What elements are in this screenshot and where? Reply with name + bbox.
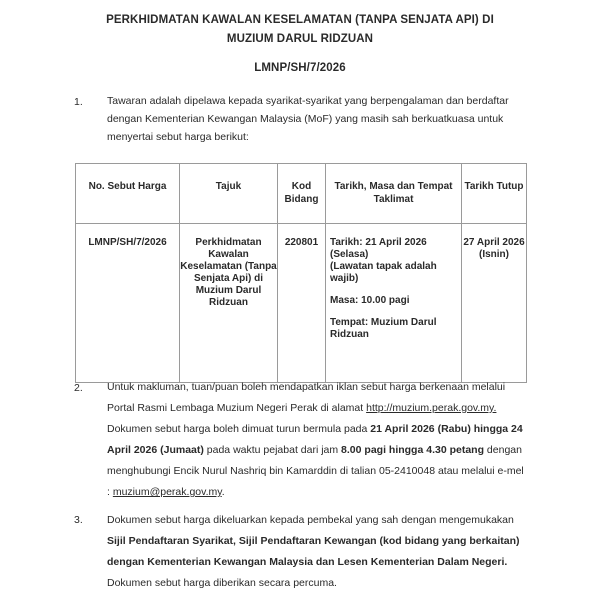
doc-title-line2: MUZIUM DARUL RIDZUAN	[226, 33, 374, 45]
para2-line: menghubungi Encik Nurul Nashriq bin Kamarddin di talian 05-2410048 atau melalui e-mel	[107, 465, 524, 477]
col-header-kod: Kod Bidang	[278, 164, 326, 224]
quotation-table	[75, 163, 527, 383]
cell-tutup-day: (Isnin)	[479, 249, 509, 260]
para2-line: Dokumen sebut harga boleh dimuat turun bermula pada 21 April 2026 (Rabu) hingga 24	[107, 423, 523, 435]
cell-tarikh	[326, 224, 462, 383]
cell-tajuk: Perkhidmatan Kawalan Keselamatan (Tanpa Senjata Api) di Muzium Darul Ridzuan	[180, 224, 278, 383]
para3-line: Dokumen sebut harga diberikan secara percuma.	[107, 577, 337, 589]
cell-kod: 220801	[278, 224, 326, 383]
table-header-row	[76, 164, 527, 224]
para2-text	[107, 377, 537, 503]
email-link[interactable]: muzium@perak.gov.my	[112, 486, 222, 498]
para1-line: menyertai sebut harga berikut:	[107, 131, 249, 143]
para1-line: dengan Kementerian Kewangan Malaysia (MoF) yang masih sah berkuatkuasa untuk	[107, 113, 504, 125]
para3-line: Dokumen sebut harga dikeluarkan kepada pembekal yang sah dengan mengemukakan	[107, 514, 514, 526]
col-header-tajuk: Tajuk	[180, 164, 278, 224]
col-header-tarikh: Tarikh, Masa dan Tempat Taklimat	[326, 164, 462, 224]
para2-line: : muzium@perak.gov.my.	[107, 486, 225, 498]
table-row	[76, 224, 527, 383]
para1-line: Tawaran adalah dipelawa kepada syarikat-syarikat yang berpengalaman dan berdaftar	[107, 95, 509, 107]
cell-no: LMNP/SH/7/2026	[76, 224, 180, 383]
para3-line: dengan Kementerian Kewangan Malaysia dan Lesen Kementerian Dalam Negeri.	[107, 556, 508, 568]
doc-title-line1: PERKHIDMATAN KAWALAN KESELAMATAN (TANPA SENJATA API) DI	[106, 14, 494, 26]
para2-line: Untuk makluman, tuan/puan boleh mendapatkan iklan sebut harga berkenaan melalui	[107, 381, 506, 393]
cell-tutup-date: 27 April 2026	[463, 237, 525, 248]
para3-line: Sijil Pendaftaran Syarikat, Sijil Pendaftaran Kewangan (kod bidang yang berkaitan)	[107, 535, 520, 547]
col-header-tutup: Tarikh Tutup	[462, 164, 527, 224]
col-header-no: No. Sebut Harga	[76, 164, 180, 224]
cell-tarikh-date: Tarikh: 21 April 2026 (Selasa)	[330, 237, 427, 260]
cell-tutup	[462, 224, 527, 383]
para1-text	[107, 92, 537, 146]
para3-number: 3.	[74, 514, 83, 526]
para2-line: Portal Rasmi Lembaga Muzium Negeri Perak di alamat http://muzium.perak.gov.my.	[107, 402, 497, 414]
cell-tarikh-masa: Masa: 10.00 pagi	[330, 295, 410, 306]
para3-text	[107, 510, 537, 594]
para1-number: 1.	[74, 96, 83, 108]
para2-number: 2.	[74, 382, 83, 394]
para2-line: April 2026 (Jumaat) pada waktu pejabat dari jam 8.00 pagi hingga 4.30 petang dengan	[107, 444, 522, 456]
portal-link[interactable]: http://muzium.perak.gov.my.	[366, 402, 497, 414]
doc-reference: LMNP/SH/7/2026	[254, 62, 346, 74]
cell-tarikh-lawatan: (Lawatan tapak adalah wajib)	[330, 261, 437, 284]
cell-tarikh-tempat: Tempat: Muzium Darul Ridzuan	[330, 317, 437, 340]
